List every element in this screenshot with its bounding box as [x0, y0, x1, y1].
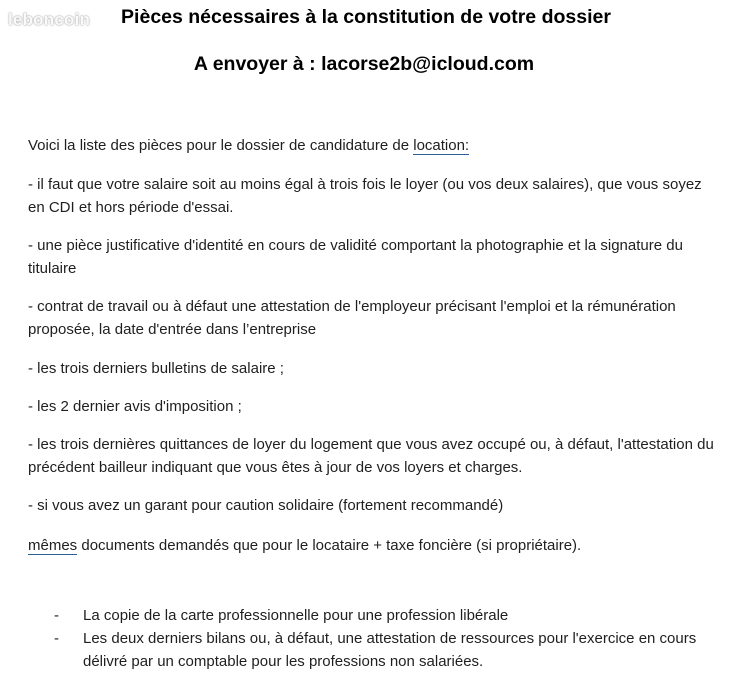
- item-rent-receipts: - les trois dernières quittances de loyer du logement que vous avez occupé ou, à défaut, l'attestation du précédent bailleur indiquant que vous êtes à jour de vos loyers et charges.: [28, 436, 714, 476]
- guarantor-documents-line: [28, 534, 718, 557]
- watermark-logo: leboncoin: [8, 10, 91, 29]
- professional-bullet-list: [28, 604, 718, 673]
- item-salary: - il faut que votre salaire soit au moins égal à trois fois le loyer (ou vos deux salaires), que vous soyez en CDI et hors période d'essai.: [28, 176, 702, 216]
- item-tax-notices: - les 2 dernier avis d'imposition ;: [28, 398, 242, 415]
- guarantor-underlined-word: mêmes: [28, 537, 78, 554]
- document-title: Pièces nécessaires à la constitution de votre dossier: [121, 6, 611, 28]
- intro-underlined-word: location:: [413, 137, 470, 154]
- item-payslips: - les trois derniers bulletins de salaire ;: [28, 360, 284, 377]
- guarantor-text: documents demandés que pour le locataire + taxe foncière (si propriétaire).: [77, 537, 582, 554]
- item-contract: - contrat de travail ou à défaut une attestation de l'employeur précisant l'emploi et la rémunération proposée, la date d'entrée dans l’entreprise: [28, 298, 676, 338]
- intro-paragraph: [28, 134, 718, 157]
- list-item-text: Les deux derniers bilans ou, à défaut, une attestation de ressources pour l'exercice en cours délivré par un comptable pour les professions non salariées.: [83, 630, 697, 670]
- list-item: [28, 627, 718, 673]
- send-to-email: A envoyer à : lacorse2b@icloud.com: [193, 53, 535, 75]
- intro-text: Voici la liste des pièces pour le dossier de candidature de: [28, 137, 414, 154]
- list-item: [28, 604, 718, 627]
- list-item-text: La copie de la carte professionnelle pour une profession libérale: [83, 607, 509, 624]
- item-guarantor: - si vous avez un garant pour caution solidaire (fortement recommandé): [28, 497, 504, 514]
- dash-marker: -: [54, 630, 59, 647]
- dash-marker: -: [54, 607, 59, 624]
- item-identity: - une pièce justificative d'identité en cours de validité comportant la photographie et la signature du titulaire: [28, 237, 683, 277]
